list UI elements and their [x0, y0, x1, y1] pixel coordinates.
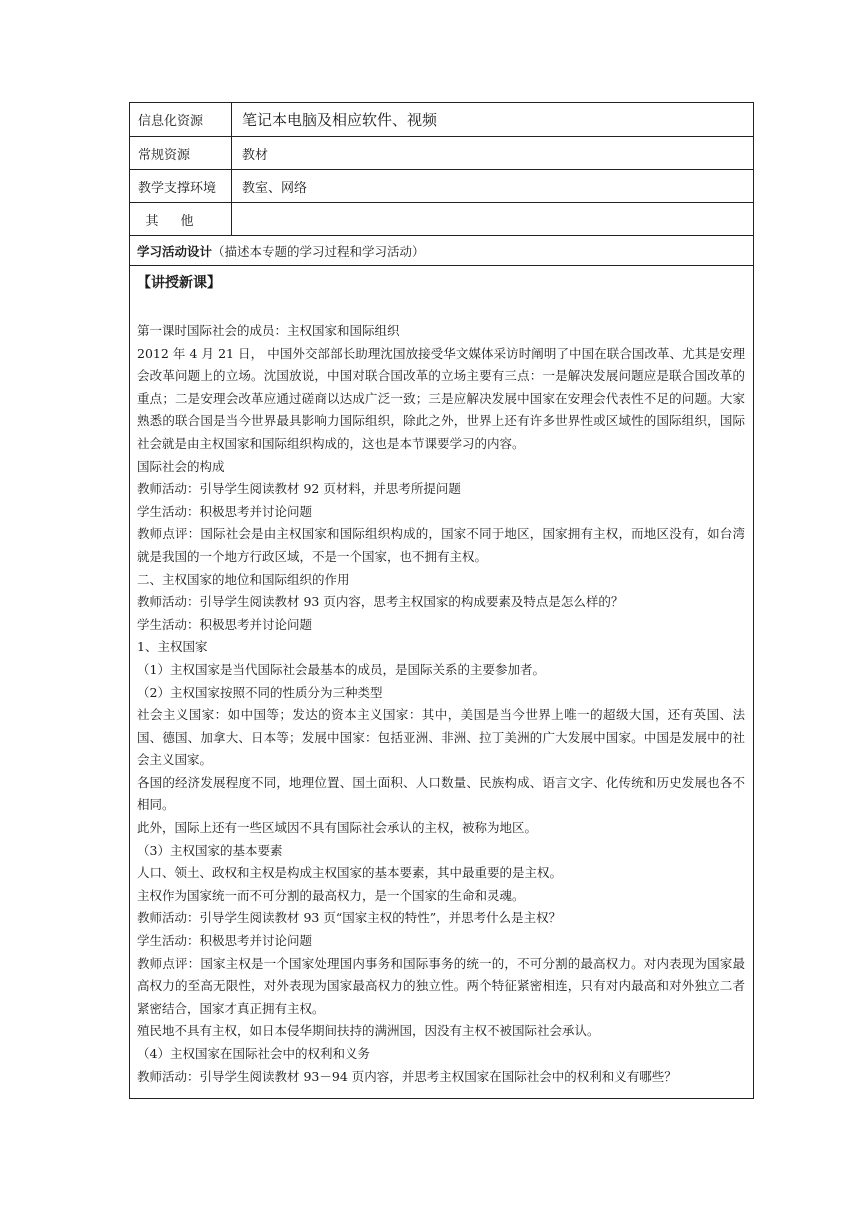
- paragraph-list: [137, 320, 745, 1088]
- paragraph: 此外，国际上还有一些区域因不具有国际社会承认的主权，被称为地区。: [137, 820, 538, 836]
- paragraph: 各国的经济发展程度不同，地理位置、国土面积、人口数量、民族构成、语言文字、化传统和历史发展也各不相同。: [137, 774, 745, 813]
- table-row-other: [130, 203, 753, 236]
- paragraph: 学生活动：积极思考并讨论问题: [137, 933, 313, 949]
- paragraph: 国际社会的构成: [137, 458, 225, 474]
- table-row-teaching-environment: [130, 170, 753, 203]
- paragraph: 学生活动：积极思考并讨论问题: [137, 616, 313, 632]
- row-value: 笔记本电脑及相应软件、视频: [242, 111, 438, 129]
- paragraph: 社会主义国家：如中国等；发达的资本主义国家：其中，美国是当今世界上唯一的超级大国，还有英国、法国、德国、加拿大、日本等；发展中国家：包括亚洲、非洲、拉丁美洲的广大发展中国家。中国是发展中的社会主义国家。: [137, 707, 745, 768]
- row-label: 常规资源: [130, 137, 232, 169]
- paragraph: （4）主权国家在国际社会中的权利和义务: [137, 1046, 370, 1061]
- paragraph: 二、主权国家的地位和国际组织的作用: [137, 571, 350, 587]
- table-row-regular-resources: [130, 137, 753, 170]
- row-value: 教室、网络: [242, 180, 308, 196]
- table-row-info-resources: [130, 103, 753, 137]
- section-note: （描述本专题的学习过程和学习活动）: [212, 243, 425, 259]
- row-value: 教材: [242, 147, 269, 163]
- paragraph: 第一课时国际社会的成员：主权国家和国际组织: [137, 323, 400, 338]
- paragraph: （2）主权国家按照不同的性质分为三种类型: [137, 684, 383, 700]
- body-heading: 【讲授新课】: [137, 275, 221, 291]
- paragraph: （1）主权国家是当代国际社会最基本的成员，是国际关系的主要参加者。: [137, 661, 545, 677]
- blank-line: [137, 294, 745, 320]
- paragraph: 2012 年 4 月 21 日， 中国外交部部长助理沈国放接受华文媒体采访时阐明了中国在联合国改革、尤其是安理会改革问题上的立场。沈国放说，中国对联合国改革的立场主要有三点：一是解决发展问题应是联合国改革的重点；二是安理会改革应通过磋商以达成广泛一致；三是应解决发展中国家在安理会代表性不足的问题。大家熟悉的联合国是当今世界最具影响力国际组织，除此之外，世界上还有许多世界性或区域性的国际组织，国际社会就是由主权国家和国际组织构成的，这也是本节课要学习的内容。: [137, 345, 745, 451]
- paragraph: （3）主权国家的基本要素: [137, 842, 283, 858]
- paragraph: 主权作为国家统一而不可分割的最高权力，是一个国家的生命和灵魂。: [137, 887, 525, 903]
- paragraph: 教师点评：国家主权是一个国家处理国内事务和国际事务的统一的，不可分割的最高权力。对内表现为国家最高权力的至高无限性，对外表现为国家最高权力的独立性。两个特征紧密相连，只有对内最高和对外独立二者紧密结合，国家才真正拥有主权。: [137, 955, 745, 1016]
- paragraph: 殖民地不具有主权，如日本侵华期间扶持的满洲国，因没有主权不被国际社会承认。: [137, 1023, 600, 1039]
- paragraph: 人口、领土、政权和主权是构成主权国家的基本要素，其中最重要的是主权。: [137, 865, 563, 881]
- row-label: 其他: [130, 203, 232, 235]
- row-label: 教学支撑环境: [130, 170, 232, 202]
- row-value: [232, 203, 753, 235]
- paragraph: 教师活动：引导学生阅读教材 93－94 页内容，并思考主权国家在国际社会中的权利和义有哪些？: [137, 1068, 677, 1084]
- activity-body: [130, 266, 753, 1098]
- paragraph: 教师点评：国际社会是由主权国家和国际组织构成的，国家不同于地区，国家拥有主权，而地区没有，如台湾就是我国的一个地方行政区域，不是一个国家，也不拥有主权。: [137, 526, 745, 564]
- paragraph: 教师活动：引导学生阅读教材 93 页“国家主权的特性”，并思考什么是主权？: [137, 910, 562, 926]
- paragraph: 1、主权国家: [137, 639, 208, 655]
- section-title: 学习活动设计: [137, 243, 213, 259]
- paragraph: 学生活动：积极思考并讨论问题: [137, 503, 313, 519]
- paragraph: 教师活动：引导学生阅读教材 93 页内容，思考主权国家的构成要素及特点是怎么样的？: [137, 594, 624, 610]
- paragraph: 教师活动：引导学生阅读教材 92 页材料，并思考所提问题: [137, 481, 461, 497]
- section-header: [130, 236, 753, 266]
- row-label: 信息化资源: [130, 103, 232, 136]
- lesson-plan-table: [129, 102, 754, 1099]
